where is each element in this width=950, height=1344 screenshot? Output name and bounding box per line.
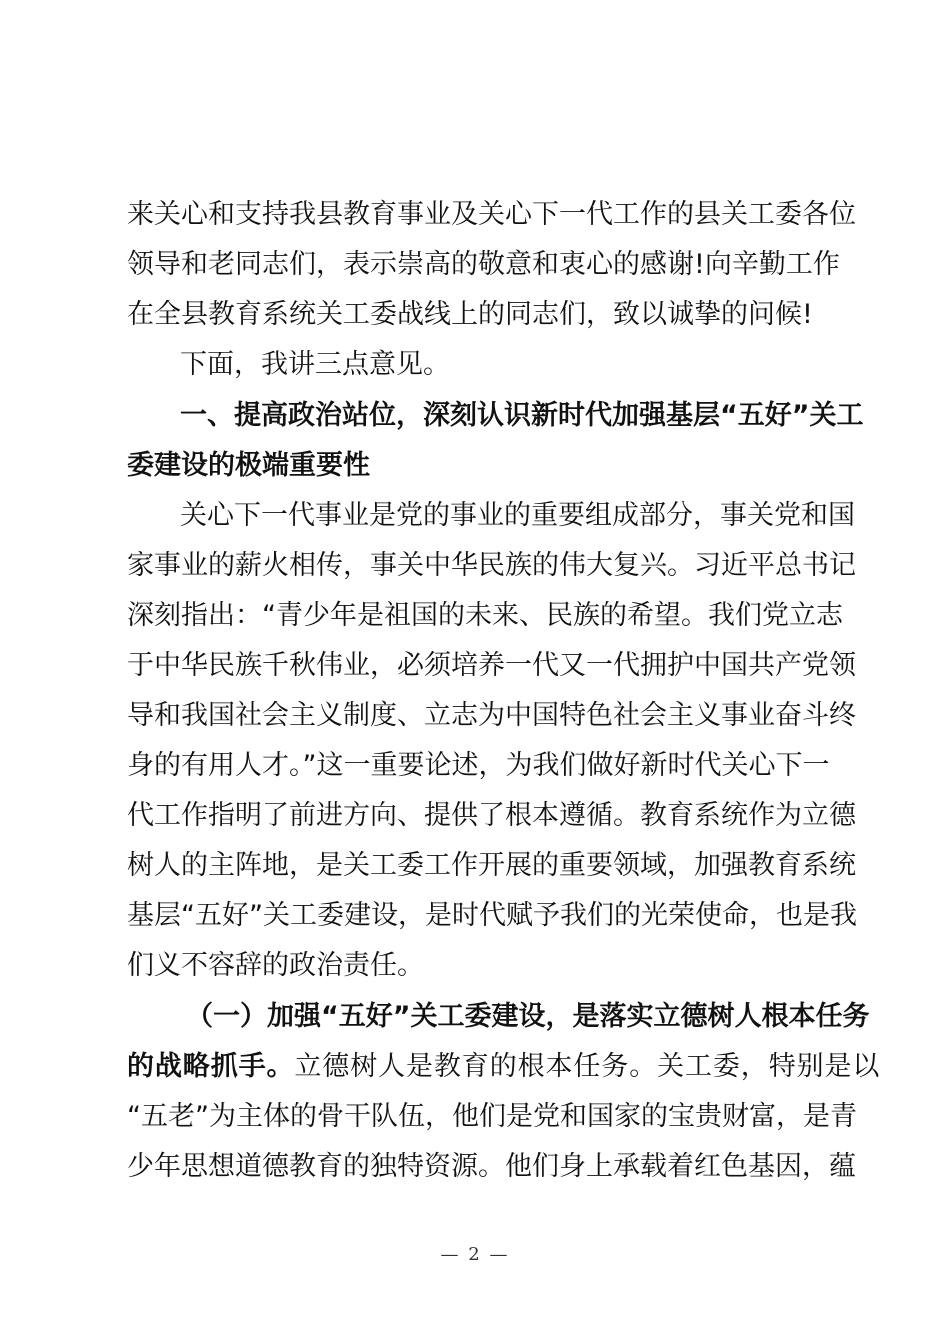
body-line-14: 树人的主阵地，是关工委工作开展的重要领域，加强教育系统 xyxy=(127,850,856,881)
subsection-body-start: 立德树人是教育的根本任务。关工委，特别是以 xyxy=(294,1051,881,1082)
page-number: — 2 — xyxy=(440,1244,510,1265)
body-line-2: 领导和老同志们，表示崇高的敬意和衷心的感谢!向辛勤工作 xyxy=(127,249,840,280)
body-line-4: 下面，我讲三点意见。 xyxy=(180,349,450,380)
body-line-3: 在全县教育系统关工委战线上的同志们，致以诚挚的问候! xyxy=(127,299,813,330)
body-line-15: 基层“五好”关工委建设，是时代赋予我们的光荣使命，也是我 xyxy=(127,900,857,931)
body-line-19: “五老”为主体的骨干队伍，他们是党和国家的宝贵财富，是青 xyxy=(127,1101,857,1132)
body-line-16: 们义不容辞的政治责任。 xyxy=(127,950,424,981)
section-heading-line-1: 一、提高政治站位，深刻认识新时代加强基层“五好”关工 xyxy=(180,400,864,431)
body-line-11: 导和我国社会主义制度、立志为中国特色社会主义事业奋斗终 xyxy=(127,700,856,731)
subsection-line-2 xyxy=(127,1042,881,1092)
subsection-heading-tail: 的战略抓手。 xyxy=(127,1051,295,1082)
body-line-1: 来关心和支持我县教育事业及关心下一代工作的县关工委各位 xyxy=(127,199,856,230)
body-line-9: 深刻指出：“青少年是祖国的未来、民族的希望。我们党立志 xyxy=(127,600,843,631)
body-line-13: 代工作指明了前进方向、提供了根本遵循。教育系统作为立德 xyxy=(127,800,856,831)
body-line-12: 身的有用人才。”这一重要论述，为我们做好新时代关心下一 xyxy=(127,750,830,781)
body-line-7: 关心下一代事业是党的事业的重要组成部分，事关党和国 xyxy=(180,500,855,531)
body-line-8: 家事业的薪火相传，事关中华民族的伟大复兴。习近平总书记 xyxy=(127,550,856,581)
body-line-10: 于中华民族千秋伟业，必须培养一代又一代拥护中国共产党领 xyxy=(127,650,856,681)
subsection-heading-line-1: （一）加强“五好”关工委建设，是落实立德树人根本任务 xyxy=(186,1001,870,1032)
section-heading-line-2: 委建设的极端重要性 xyxy=(127,450,370,481)
body-line-20: 少年思想道德教育的独特资源。他们身上承载着红色基因，蕴 xyxy=(127,1151,856,1182)
